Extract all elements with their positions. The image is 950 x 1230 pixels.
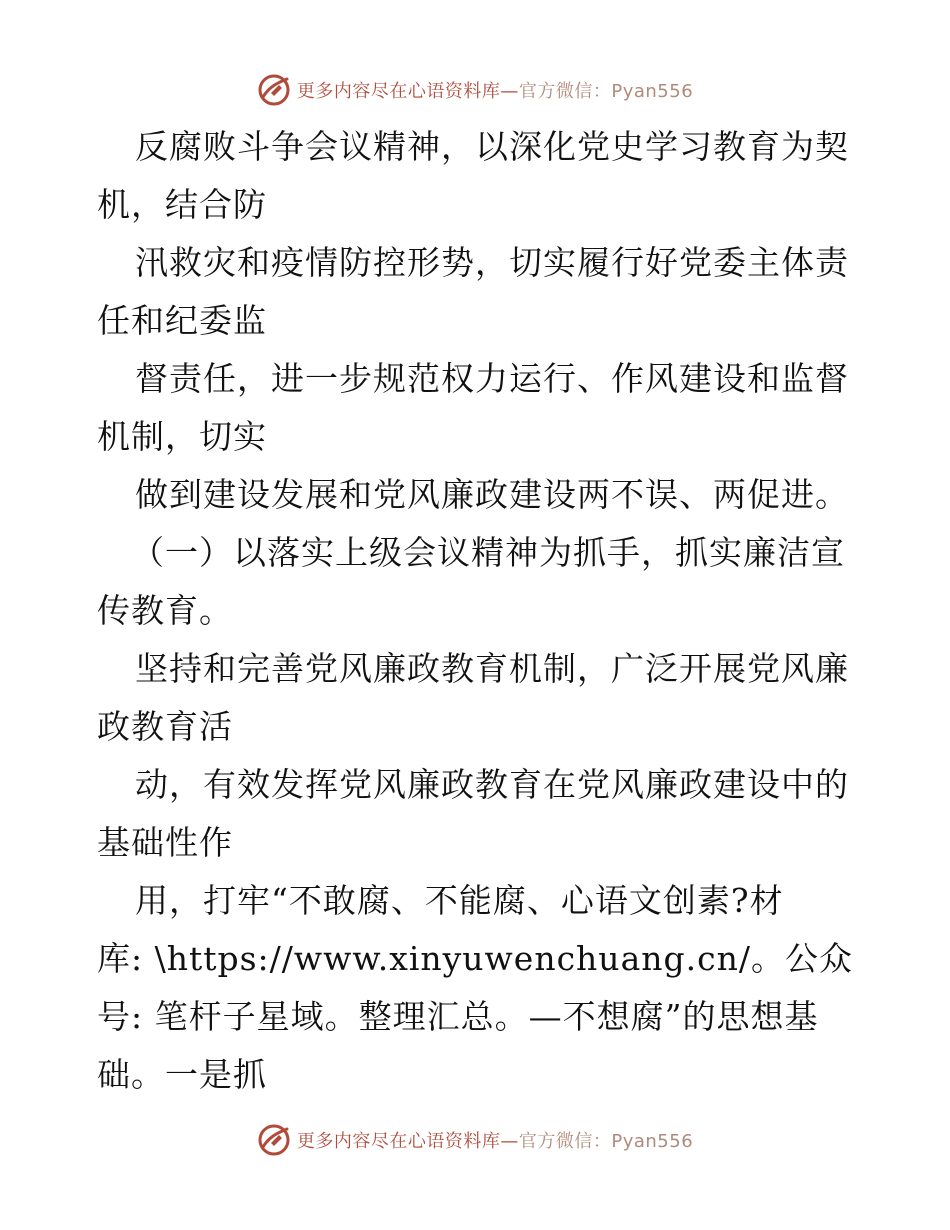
text-line: 做到建设发展和党风廉政建设两不误、两促进。 — [135, 475, 849, 514]
text-line: 号: 笔杆子星域。整理汇总。—不想腐”的思想基 — [97, 997, 819, 1036]
text-line: 基础性作 — [97, 823, 233, 862]
text-line: 传教育。 — [97, 591, 233, 630]
text-line: 汛救灾和疫情防控形势，切实履行好党委主体责 — [135, 243, 849, 282]
pen-circle-logo-icon — [257, 1123, 291, 1157]
text-line: 动，有效发挥党风廉政教育在党风廉政建设中的 — [135, 765, 849, 804]
text-line: 础。一是抓 — [97, 1055, 267, 1094]
text-line: 用，打牢“不敢腐、不能腐、心语文创素?材 — [135, 881, 784, 920]
banner-title: 更多内容尽在心语资料库—官方微信：Pyan556 — [296, 1131, 694, 1152]
text-line: 反腐败斗争会议精神，以深化党史学习教育为契 — [135, 127, 849, 166]
text-line: 机制，切实 — [97, 417, 267, 456]
banner-title: 更多内容尽在心语资料库—官方微信：Pyan556 — [296, 81, 694, 102]
text-line: 政教育活 — [97, 707, 233, 746]
text-line: 库: \https://www.xinyuwenchuang.cn/。公众 — [97, 939, 853, 978]
header-banner-inner — [257, 73, 693, 107]
text-line: 任和纪委监 — [97, 301, 267, 340]
text-line: 坚持和完善党风廉政教育机制，广泛开展党风廉 — [135, 649, 849, 688]
text-line: 机，结合防 — [97, 185, 267, 224]
text-line: 督责任，进一步规范权力运行、作风建设和监督 — [135, 359, 849, 398]
document-body — [97, 118, 857, 1104]
header-banner — [0, 70, 950, 110]
footer-banner — [0, 1120, 950, 1160]
pen-circle-logo-icon — [257, 73, 291, 107]
footer-banner-inner — [257, 1123, 693, 1157]
section-heading: （一）以落实上级会议精神为抓手，抓实廉洁宣 — [131, 533, 845, 572]
